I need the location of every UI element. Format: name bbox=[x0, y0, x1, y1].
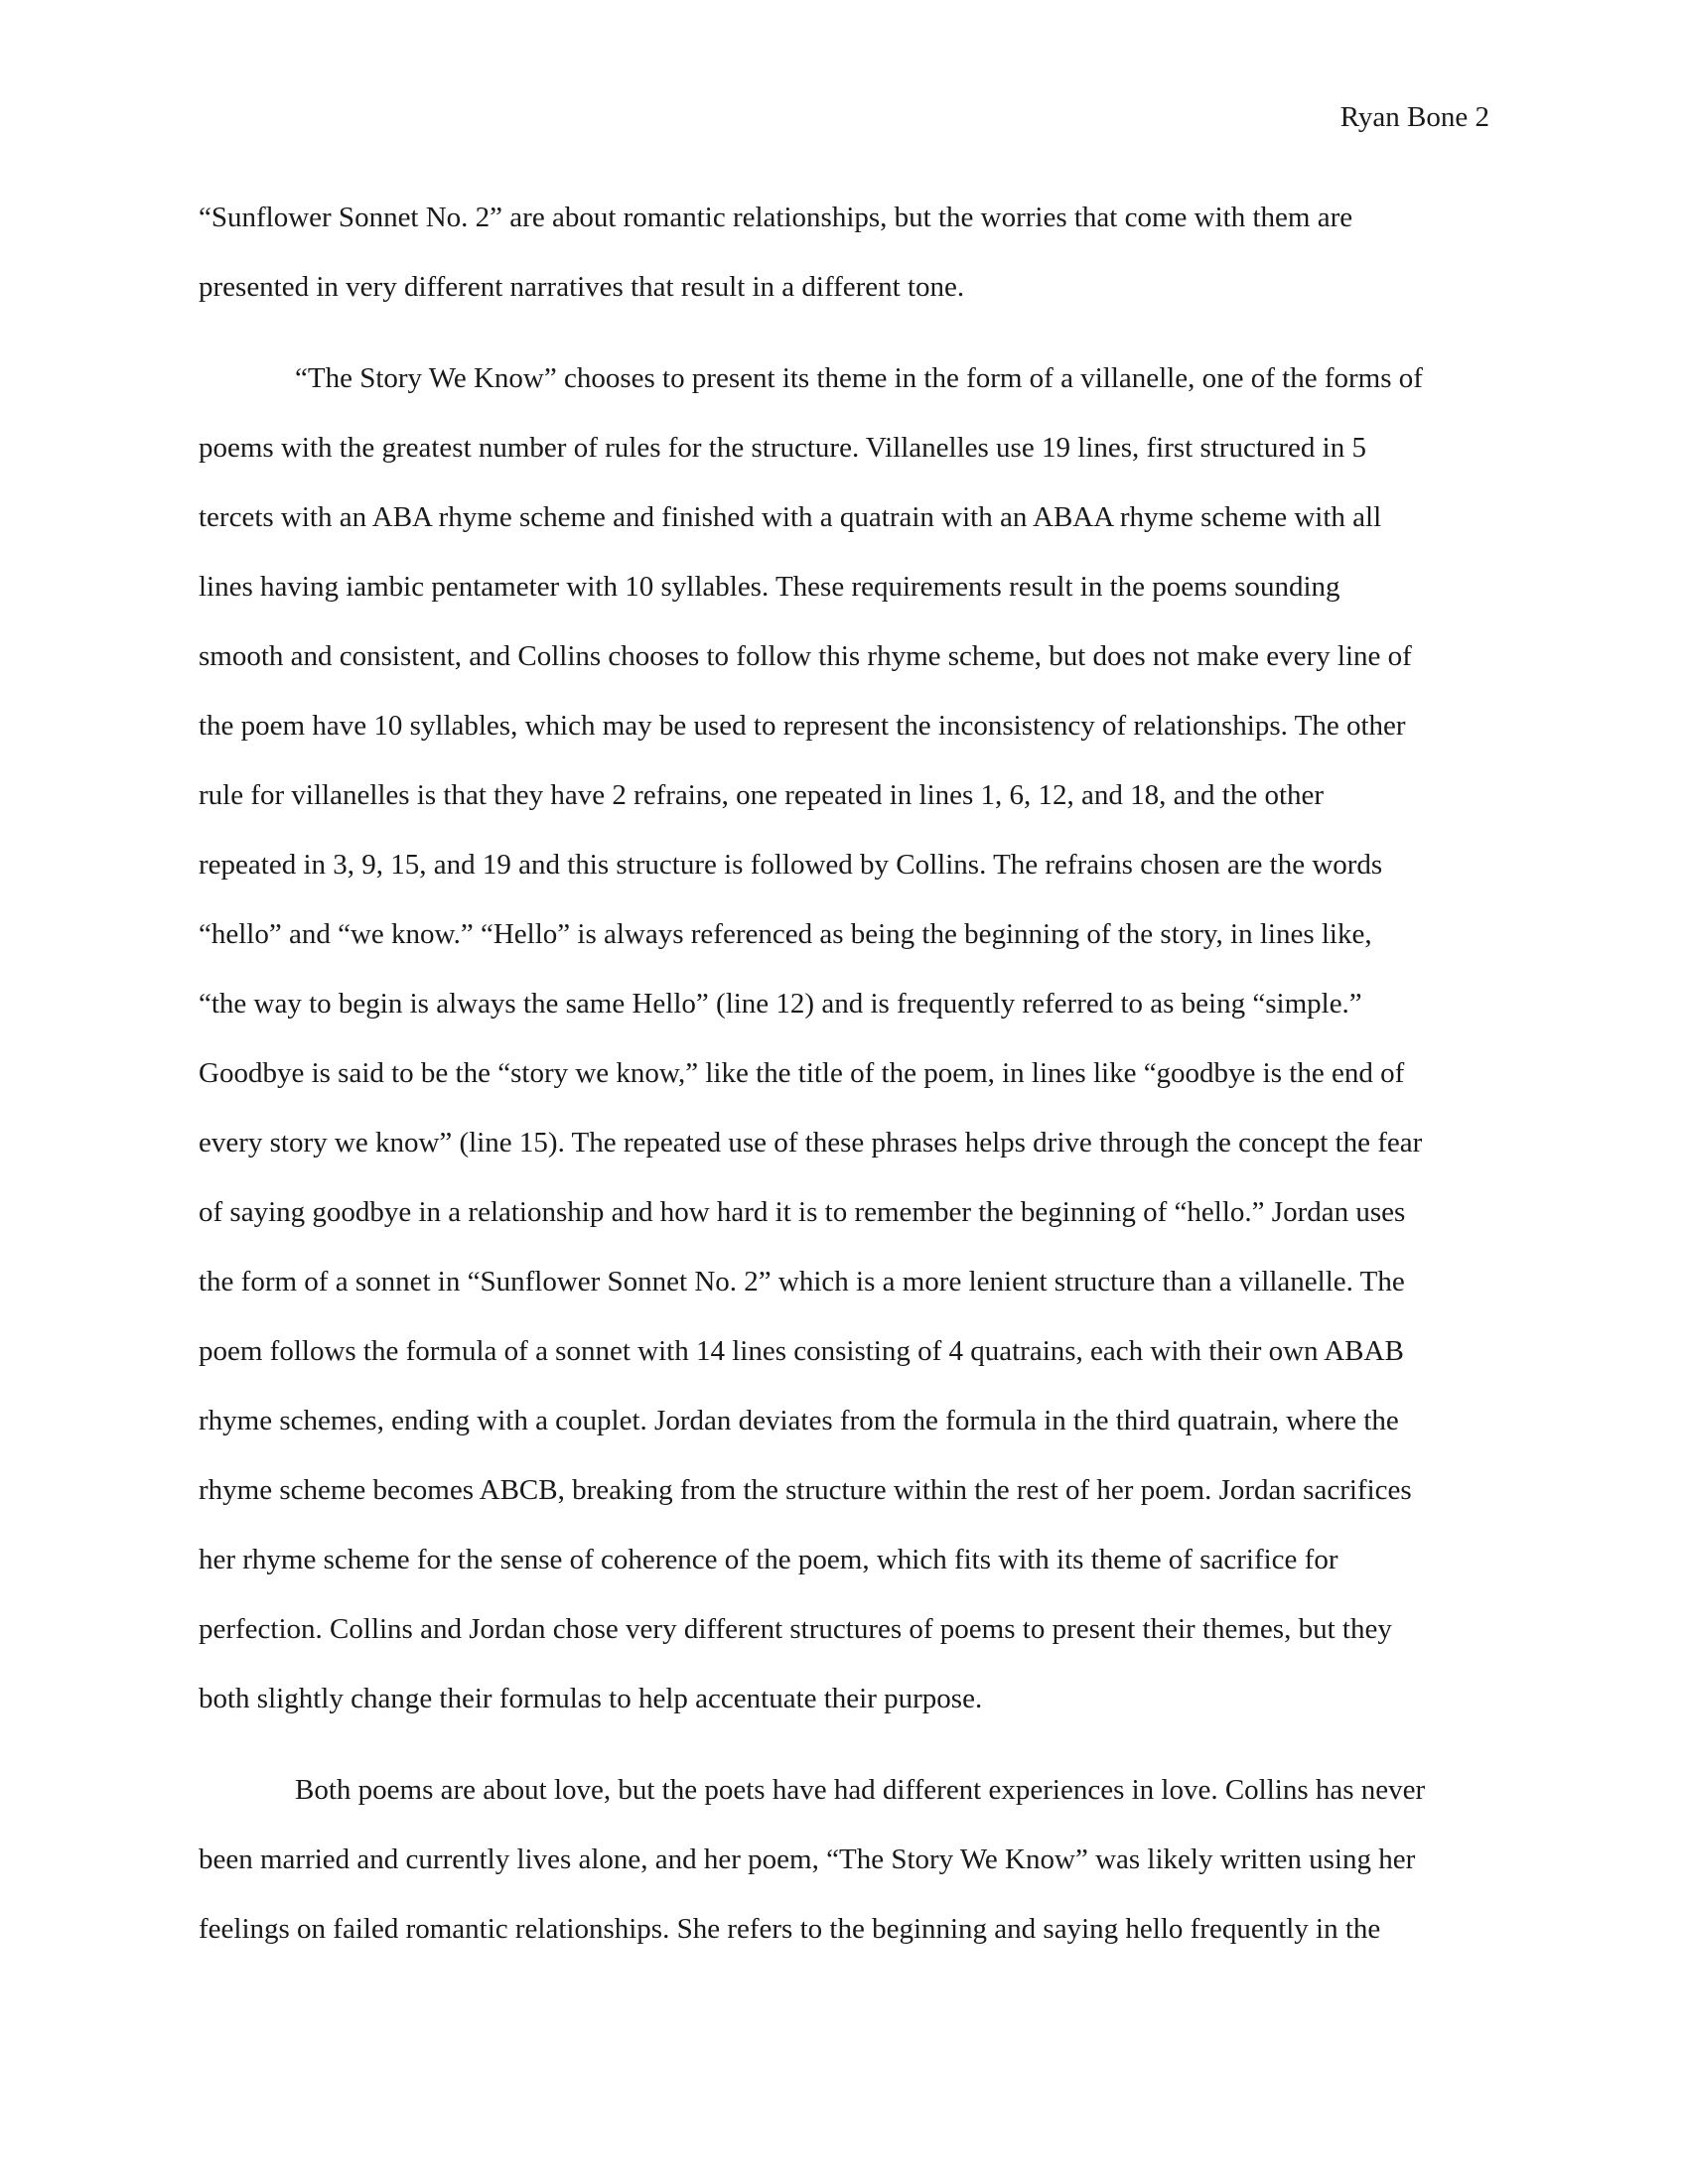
text-line: been married and currently lives alone, and her poem, “The Story We Know” was likely written using her bbox=[199, 1843, 1416, 1875]
paragraph-2 bbox=[199, 343, 1489, 1733]
text-line: “Sunflower Sonnet No. 2” are about romantic relationships, but the worries that come with them are bbox=[199, 202, 1353, 233]
text-line: tercets with an ABA rhyme scheme and finished with a quatrain with an ABAA rhyme scheme with all bbox=[199, 501, 1382, 533]
text-line: lines having iambic pentameter with 10 syllables. These requirements result in the poems sounding bbox=[199, 571, 1340, 603]
text-line: repeated in 3, 9, 15, and 19 and this structure is followed by Collins. The refrains chosen are the words bbox=[199, 849, 1383, 881]
text-line: poems with the greatest number of rules for the structure. Villanelles use 19 lines, first structured in 5 bbox=[199, 432, 1366, 464]
paragraph-3 bbox=[199, 1755, 1489, 1964]
text-line: poem follows the formula of a sonnet with 14 lines consisting of 4 quatrains, each with their own ABAB bbox=[199, 1335, 1404, 1367]
text-line: of saying goodbye in a relationship and how hard it is to remember the beginning of “hello.” Jordan uses bbox=[199, 1196, 1406, 1228]
text-line: feelings on failed romantic relationships. She refers to the beginning and saying hello frequently in the bbox=[199, 1913, 1381, 1945]
running-head: Ryan Bone 2 bbox=[1339, 101, 1489, 133]
text-line: the poem have 10 syllables, which may be used to represent the inconsistency of relationships. The other bbox=[199, 710, 1406, 742]
text-line: every story we know” (line 15). The repeated use of these phrases helps drive through the concept the fear bbox=[199, 1127, 1423, 1159]
text-line: “hello” and “we know.” “Hello” is always referenced as being the beginning of the story, in lines like, bbox=[199, 918, 1372, 950]
text-line: smooth and consistent, and Collins chooses to follow this rhyme scheme, but does not make every line of bbox=[199, 640, 1412, 672]
text-line: Goodbye is said to be the “story we know,” like the title of the poem, in lines like “goodbye is the end of bbox=[199, 1057, 1405, 1089]
paragraph-1 bbox=[199, 183, 1489, 322]
text-line: “The Story We Know” chooses to present its theme in the form of a villanelle, one of the forms of bbox=[295, 362, 1423, 394]
text-line: the form of a sonnet in “Sunflower Sonnet No. 2” which is a more lenient structure than a villanelle. The bbox=[199, 1266, 1405, 1297]
text-line: Both poems are about love, but the poets have had different experiences in love. Collins has never bbox=[295, 1774, 1426, 1806]
text-line: rhyme schemes, ending with a couplet. Jordan deviates from the formula in the third quatrain, where the bbox=[199, 1405, 1399, 1436]
text-line: her rhyme scheme for the sense of coherence of the poem, which fits with its theme of sacrifice for bbox=[199, 1544, 1338, 1575]
essay-body bbox=[199, 183, 1489, 1964]
text-line: presented in very different narratives that result in a different tone. bbox=[199, 271, 965, 303]
text-line: “the way to begin is always the same Hello” (line 12) and is frequently referred to as being “simple.” bbox=[199, 988, 1362, 1020]
text-line: perfection. Collins and Jordan chose very different structures of poems to present their themes, but they bbox=[199, 1613, 1392, 1645]
text-line: rhyme scheme becomes ABCB, breaking from the structure within the rest of her poem. Jordan sacrifices bbox=[199, 1474, 1412, 1506]
text-line: both slightly change their formulas to help accentuate their purpose. bbox=[199, 1683, 983, 1714]
text-line: rule for villanelles is that they have 2 refrains, one repeated in lines 1, 6, 12, and 18, and the other bbox=[199, 779, 1325, 811]
